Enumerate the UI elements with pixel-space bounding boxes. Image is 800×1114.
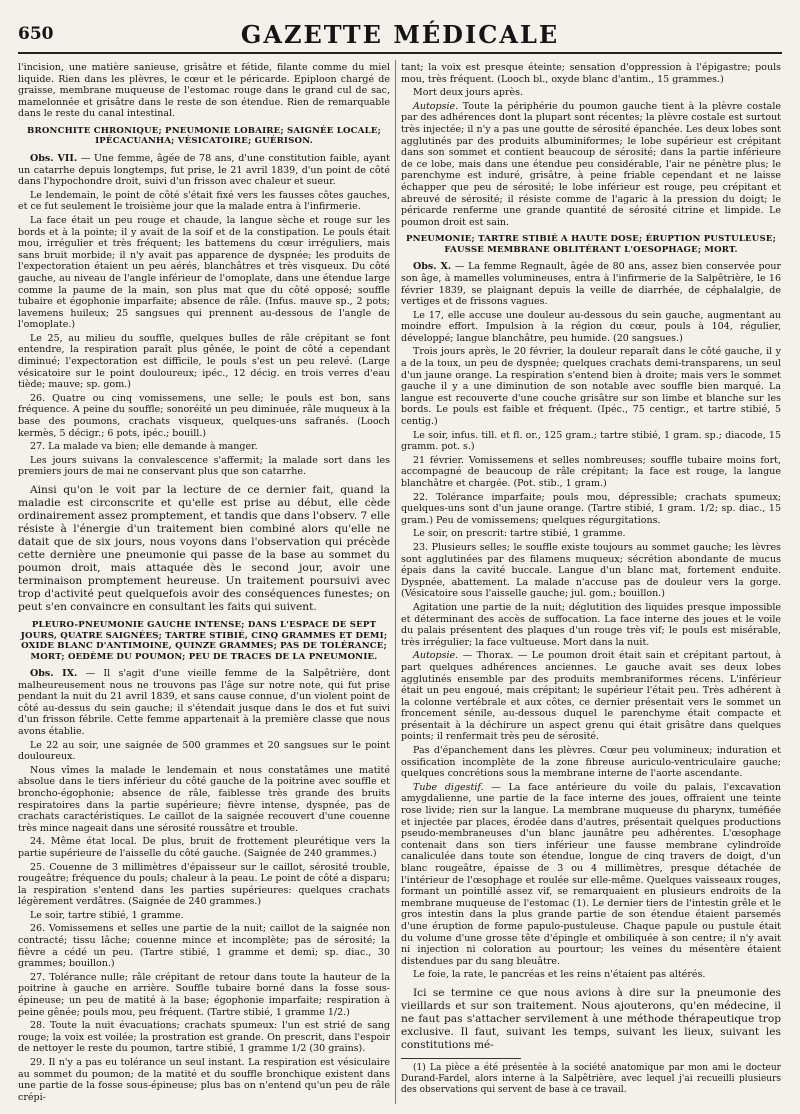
paragraph: Le foie, la rate, le pancréas et les reins n'étaient pas altérés. <box>413 969 706 981</box>
paragraph: Trois jours après, le 20 février, la douleur reparaît dans le côté gauche, il y a de la toux, un peu de dyspnée; quelques crachats demi-transparens, un seul d'un jaune orange. La respiration s'entend bien à droite; mais vers le sommet gauche il y a une diminution de son notable avec souffle bien marqué. La langue est recouverte d'une couche grisâtre sur son limbe et blanche sur les bords. Le pouls est faible et fréquent. (Ipéc., 75 centigr., et tartre stibié, 5 centig.) <box>401 346 781 428</box>
paragraph: 23. Plusieurs selles; le souffle existe toujours au sommet gauche; les lèvres sont agglutinées par des filamens muqueux; sécrétion abondante de mucus épais dans la cavité buccale. Langue d'un blanc mat, fortement enduite. Dyspnée, abattement. La malade n'accuse pas de douleur vers la gorge. (Vésicatoire sous l'aisselle gauche; jul. gom.; bouillon.) <box>401 541 781 600</box>
digestive-label: Tube digestif. <box>413 781 484 793</box>
paragraph: 26. Vomissemens et selles une partie de la nuit; caillot de la saignée non contracté; tissu lâche; couenne mince et incomplète; pas de sérosité; la fièvre a cédé un peu. (Tartre stibié, 1 gramme et demi; sp. diac., 30 grammes; bouillon.) <box>18 923 390 970</box>
autopsy-text: Toute la périphérie du poumon gauche tient à la plèvre costale par des adhérences dont la plupart sont récentes; la plèvre costale est surtout très injectée; il n'y a pas une goutte de sérosité épanchée. Les deux lobes sont agglutinés par des produits albuminiformes; le lobe supérieur est crépitant dans son sommet et contient beaucoup de sérosité; dans la partie inférieure de ce lobe, mais dans une étendue peu considérable, l'air ne pénètre plus; le parenchyme est induré, grisâtre, à peine friable cependant et ne laisse échapper que peu de sérosité; le lobe inférieur est rouge, peu crépitant et abreuvé de sérosité; il résiste comme de l'agaric à la pression du doigt; le péricarde renferme une grande quantité de sérosité citrine et limpide. Le poumon droit est sain. <box>401 100 781 228</box>
paragraph: 29. Il n'y a pas eu tolérance un seul instant. La respiration est vésiculaire au sommet du poumon; de la matité et du souffle bronchique existent dans une partie de la fosse sous-épineuse; plus bas on n'entend qu'un peu de râle crépi- <box>18 1057 390 1102</box>
paragraph: Les jours suivans la convalescence s'affermit; la malade sort dans les premiers jours de mai ne conservant plus que son catarrhe. <box>18 454 390 478</box>
paragraph: tant; la voix est presque éteinte; sensation d'oppression à l'épigastre; pouls mou, très fréquent. (Looch bl., oxyde blanc d'antim., 15 grammes.) <box>401 62 781 85</box>
footnote: (1) La pièce a été présentée à la société anatomique par mon ami le docteur Durand-Fardel, alors interne à la Salpêtrière, avec lequel j'ai recueilli plusieurs des observations qui servent de base à ce travail. <box>401 1062 781 1095</box>
observation-text: — Une femme, âgée de 78 ans, d'une constitution faible, ayant un catarrhe depuis longtemps, fut prise, le 21 avril 1839, d'un point de côté dans l'hypochondre droit, suivi d'un frisson avec chaleur et sueur. <box>18 152 390 188</box>
section-heading: PNEUMONIE; TARTRE STIBIÉ A HAUTE DOSE; ÉRUPTION PUSTULEUSE; FAUSSE MEMBRANE OBLITÉRANT L'OESOPHAGE; MORT. <box>405 234 777 255</box>
observation-label: Obs. X. <box>413 261 452 273</box>
digestive-text: — La face antérieure du voile du palais, l'excavation amygdalienne, une partie de la face interne des joues, offraient une teinte rose livide; rien sur la langue. La membrane muqueuse du pharynx, tuméfiée et injectée par places, érodée dans d'autres, présentait quelques productions pseudo-membraneuses d'un blanc jaunâtre peu adhérentes. L'œsophage contenait dans son tiers inférieur une fausse membrane cylindroïde canaliculée dans toute son étendue, longue de cinq travers de doigt, d'un blanc rougeâtre, épaisse de 3 ou 4 millimètres, presque détachée de l'intérieur de l'œsophage et roulée sur elle-même. Quelques vaisseaux rouges, formant un pointillé assez vif, se remarquaient en plusieurs endroits de la membrane muqueuse de l'estomac (1). Le dernier tiers de l'intestin grêle et le gros intestin dans la plus grande partie de son étendue étaient parsemés d'une éruption de forme papulo-pustuleuse. Chaque papule ou pustule était du volume d'une grosse tête d'épingle et ombiliquée à son centre; il n'y avait ni injection ni coloration au pourtour; les veines du mésentère étaient distendues par du sang bleuâtre. <box>401 781 781 967</box>
observation-text: — Il s'agit d'une vieille femme de la Salpêtrière, dont malheureusement nous ne trouvons pas l'âge sur notre note, qui fut prise pendant la nuit du 21 avril 1839, et sans cause connue, d'un violent point de côté au-dessus du sein gauche; il s'étendait jusque dans le dos et fut suivi d'un frisson fébrile. Cette femme appartenait à la première classe que nous avons établie. <box>18 668 390 737</box>
autopsy-label: Autopsie. <box>413 650 459 662</box>
paragraph: l'incision, une matière sanieuse, grisâtre et fétide, filante comme du miel liquide. Rien dans les plèvres, le cœur et le péricarde. Epiploon chargé de graisse, membrane muqueuse de l'estomac rouge dans le grand cul de sac, mamelonnée et grisâtre dans le reste de son étendue. Rien de remarquable dans le reste du canal intestinal. <box>18 62 390 120</box>
section-heading: BRONCHITE CHRONIQUE; PNEUMONIE LOBAIRE; SAIGNÉE LOCALE; IPÉCACUANHA; VÉSICATOIRE; GUÉRISON. <box>27 125 381 147</box>
right-column <box>401 62 781 1102</box>
paragraph: Mort deux jours après. <box>413 87 524 99</box>
observation-label: Obs. VII. <box>30 152 78 164</box>
paragraph: Le soir, tartre stibié, 1 gramme. <box>30 909 184 921</box>
commentary-paragraph: Ainsi qu'on le voit par la lecture de ce dernier fait, quand la maladie est circonscrite et qu'elle est prise au début, elle cède ordinairement assez promptement, et tandis que dans l'observ. 7 elle résiste à l'énergie d'un traitement bien combiné alors qu'elle ne datait que de six jours, nous voyons dans l'observation qui précède cette dernière une pneumonie qui passe de la base au sommet du poumon droit, mais attaquée dès le second jour, avoir une terminaison promptement heureuse. Un traitement poursuivi avec trop d'activité peut quelquefois avoir des conséquences funestes; on peut s'en convaincre en consultant les faits qui suivent. <box>18 484 390 613</box>
paragraph: Pas d'épanchement dans les plèvres. Cœur peu volumineux; induration et ossification incomplète de la zone fibreuse auriculo-ventriculaire gauche; quelques concrétions sous la membrane interne de l'aorte ascendante. <box>401 745 781 780</box>
paragraph: 26. Quatre ou cinq vomissemens, une selle; le pouls est bon, sans fréquence. A peine du souffle; sonoréité un peu diminuée, râle muqueux à la base des poumons, crachats visqueux, quelques-uns safranés. (Looch kermès, 5 décigr.; 6 pots, ipéc.; bouill.) <box>18 392 390 439</box>
paragraph: 21 février. Vomissemens et selles nombreuses; souffle tubaire moins fort, accompagné de beaucoup de râle crépitant; la face est rouge, la langue blanchâtre et chargée. (Pot. stib., 1 gram.) <box>401 454 781 489</box>
digestive-paragraph <box>401 782 781 968</box>
paragraph: Le 22 au soir, une saignée de 500 grammes et 20 sangsues sur le point douloureux. <box>18 739 390 763</box>
observation-paragraph <box>18 153 390 188</box>
paragraph: La face était un peu rouge et chaude, la langue sèche et rouge sur les bords et à la pointe; il y avait de la soif et de la constipation. Le pouls était mou, irrégulier et très fréquent; les battemens du cœur irréguliers, mais sans bruit morbide; il n'y avait pas apparence de dyspnée; les produits de l'expectoration étaient un peu aérés, blanchâtres et très visqueux. Du côté gauche, au niveau de l'angle inférieur de l'omoplate, dans une étendue large comme la paume de la main, son plus mat que du côté opposé; souffle tubaire et égophonie imparfaite; absence de râle. (Infus. mauve sp., 2 pots; lavemens huileux; 25 sangsues qui prennent au-dessous de l'angle de l'omoplate.) <box>18 214 390 331</box>
autopsy-paragraph <box>401 101 781 229</box>
journal-title: GAZETTE MÉDICALE <box>240 20 560 49</box>
observation-text: — La femme Regnault, âgée de 80 ans, assez bien conservée pour son âge, à mamelles volumineuses, entra à l'infirmerie de la Salpêtrière, le 16 février 1839, se plaignant depuis la veille de diarrhée, de céphalalgie, de vertiges et de frissons vagues. <box>401 261 781 308</box>
footnote-divider <box>401 1058 521 1059</box>
section-heading: PLEURO-PNEUMONIE GAUCHE INTENSE; DANS L'ESPACE DE SEPT JOURS, QUATRE SAIGNÉES; TARTRE STIBIÉ, CINQ GRAMMES ET DEMI; OXIDE BLANC D'ANTIMOINE, QUINZE GRAMMES; PAS DE TOLÉRANCE; MORT; OEDÈME DU POUMON; PEU DE TRACES DE LA PNEUMONIE. <box>20 620 388 662</box>
paragraph: Le soir, on prescrit: tartre stibié, 1 gramme. <box>413 528 626 540</box>
paragraph: Le lendemain, le point de côté s'était fixé vers les fausses côtes gauches, et ce fut seulement le troisième jour que la malade entra à l'infirmerie. <box>18 189 390 213</box>
observation-label: Obs. IX. <box>30 668 78 679</box>
paragraph: 25. Couenne de 3 millimètres d'épaisseur sur le caillot, sérosité trouble, rougeâtre; fréquence du pouls; chaleur à la peau. Le point de côté a disparu; la respiration s'entend dans les parties supérieures: quelques crachats légèrement verdâtres. (Saignée de 240 grammes.) <box>18 861 390 908</box>
autopsy-label: Autopsie. <box>413 100 459 112</box>
observation-paragraph <box>18 668 390 738</box>
paragraph: Agitation une partie de la nuit; déglutition des liquides presque impossible et déterminant des accès de suffocation. La face interne des joues et le voile du palais présentent des plaques d'un rouge très vif; le pouls est misérable, très irrégulier; la face vultueuse. Mort dans la nuit. <box>401 601 781 648</box>
paragraph: 24. Même état local. De plus, bruit de frottement pleurétique vers la partie supérieure de l'aisselle du côté gauche. (Saignée de 240 grammes.) <box>18 836 390 859</box>
page-number: 650 <box>18 24 54 44</box>
autopsy-paragraph <box>401 650 781 743</box>
commentary-paragraph: Ici se termine ce que nous avions à dire sur la pneumonie des vieillards et sur son traitement. Nous ajouterons, qu'en médecine, il ne faut pas s'attacher servilement à une méthode thérapeutique trop exclusive. Il faut, suivant les temps, suivant les lieux, suivant les constitutions mé- <box>401 986 781 1051</box>
paragraph: Le soir, infus. till. et fl. or., 125 gram.; tartre stibié, 1 gram. sp.; diacode, 15 gramm. pot. s.) <box>401 429 781 453</box>
left-column <box>18 62 390 1102</box>
paragraph: 22. Tolérance imparfaite; pouls mou, dépressible; crachats spumeux; quelques-uns sont d'un jaune orange. (Tartre stibié, 1 gram. 1/2; sp. diac., 15 gram.) Peu de vomissemens; quelques régurgitations. <box>401 491 781 526</box>
observation-paragraph <box>401 261 781 307</box>
autopsy-text: — Thorax. — Le poumon droit était sain et crépitant partout, à part quelques adhérences anciennes. Le gauche avait ses deux lobes agglutinés ensemble par des produits membraniformes récens. L'inférieur était un peu engoué, mais crépitant; le supérieur l'était peu. Très adhérent à la colonne vertébrale et aux côtes, ce dernier présentait vers le sommet un froncement sénile, au-dessous duquel le parenchyme était compacte et présentait à la déchirure un aspect grenu qui était grisâtre dans quelques points; il renfermait très peu de sérosité. <box>401 650 781 743</box>
column-divider <box>395 60 396 1104</box>
paragraph: Le 25, au milieu du souffle, quelques bulles de râle crépitant se font entendre, la respiration paraît plus gênée, le point de côté a cependant diminué; l'expectoration est difficile, le pouls s'est un peu relevé. (Large vésicatoire sur le point douloureux; ipéc., 12 décig. en trois verres d'eau tiède; mauve; sp. gom.) <box>18 332 390 391</box>
paragraph: Nous vîmes la malade le lendemain et nous constatâmes une matité absolue dans le tiers inférieur du côté gauche de la poitrine avec souffle et broncho-égophonie; absence de râle, faiblesse très grande des bruits respiratoires dans la partie supérieure; fièvre intense, dyspnée, pas de crachats caractéristiques. Le caillot de la saignée recouvert d'une couenne très mince nageait dans une sérosité roussâtre et trouble. <box>18 764 390 834</box>
paragraph: 27. Tolérance nulle; râle crépitant de retour dans toute la hauteur de la poitrine à gauche en arrière. Souffle tubaire borné dans la fosse sous-épineuse; un peu de matité à la base; égophonie imparfaite; respiration à peine gênée; pouls mou, peu fréquent. (Tartre stibié, 1 gramme 1/2.) <box>18 971 390 1018</box>
paragraph: Le 17, elle accuse une douleur au-dessous du sein gauche, augmentant au moindre effort. Impulsion à la région du cœur, pouls à 104, régulier, développé; langue blanchâtre, peu humide. (20 sangsues.) <box>401 309 781 344</box>
paragraph: 27. La malade va bien; elle demande à manger. <box>30 441 258 453</box>
paragraph: 28. Toute la nuit évacuations; crachats spumeux: l'un est strié de sang rouge; la voix est voilée; la prostration est grande. On prescrit, dans l'espoir de nettoyer le reste du poumon, tartre stibié, 1 gramme 1/2 (30 grains). <box>18 1020 390 1055</box>
page-header <box>18 18 782 54</box>
